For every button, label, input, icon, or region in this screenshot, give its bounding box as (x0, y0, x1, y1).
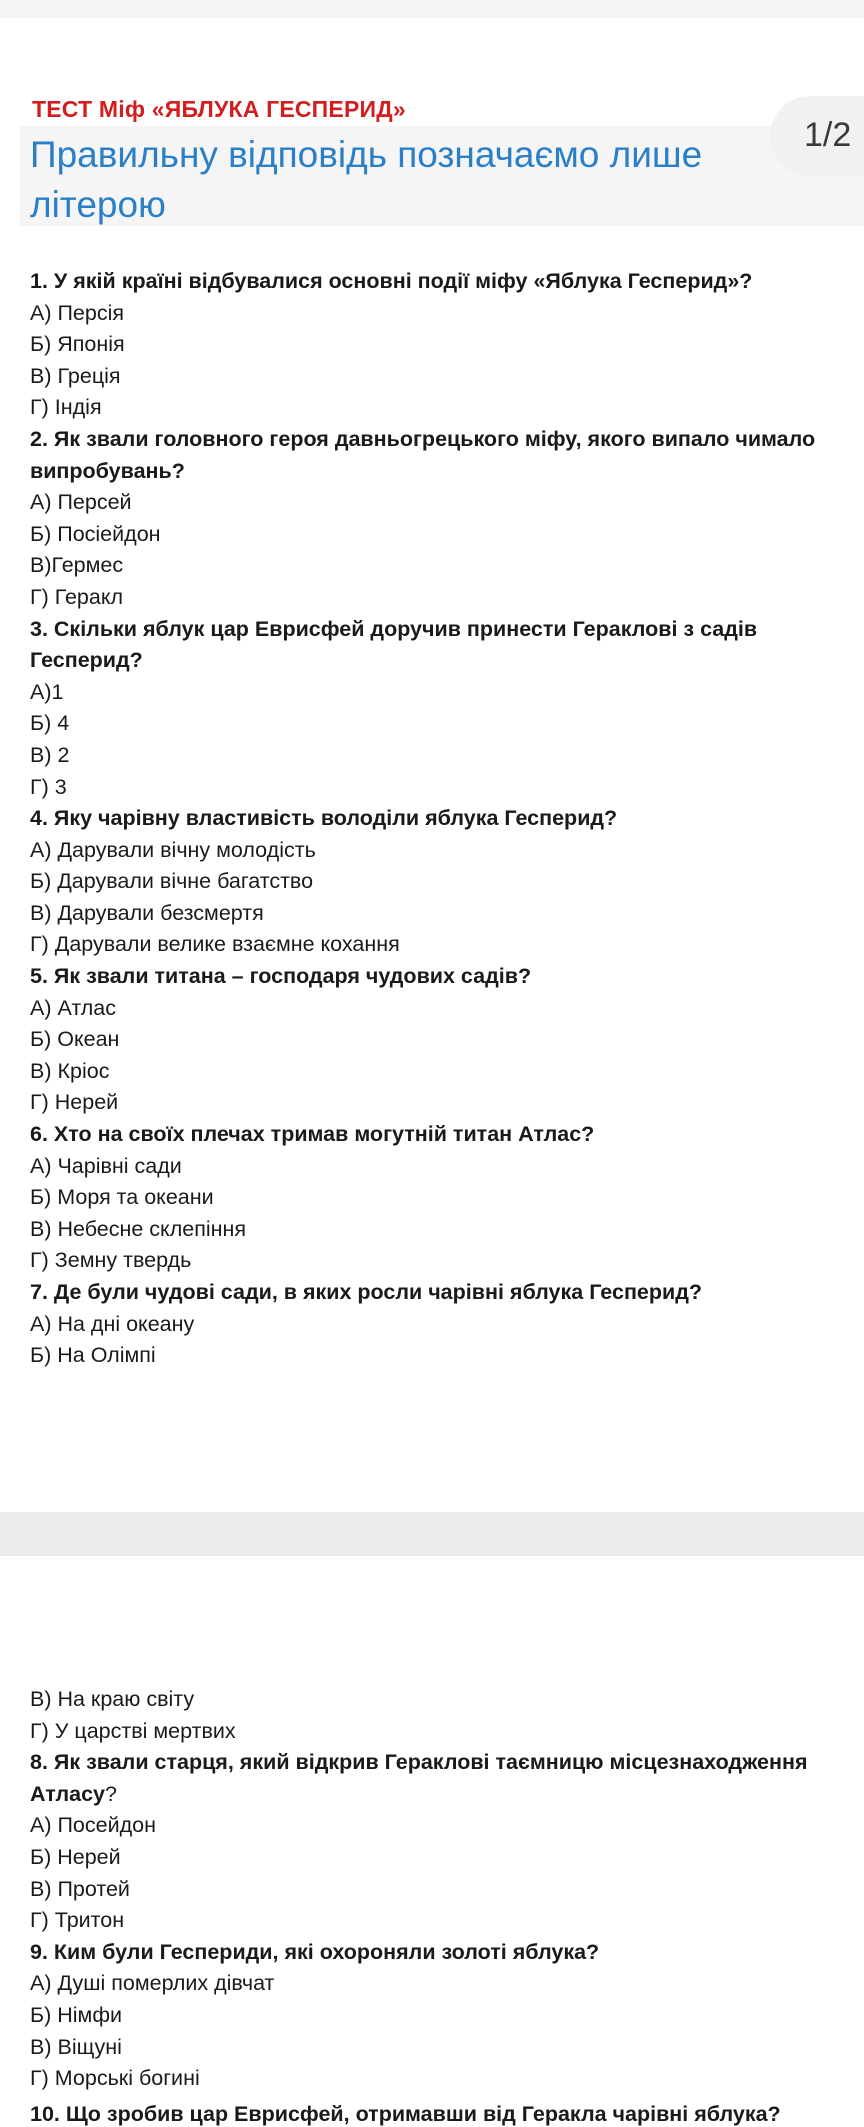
q8-option-b: Б) Нерей (30, 1844, 121, 1869)
question-3-line-1: 3. Скільки яблук цар Еврисфей доручив принести Гераклові з садів (30, 616, 758, 641)
q2-option-d: Г) Геракл (30, 584, 124, 609)
q7-option-c: В) На краю світу (30, 1687, 195, 1711)
q6-option-c: В) Небесне склепіння (30, 1216, 247, 1241)
q4-option-c: В) Дарували безсмертя (30, 900, 264, 925)
question-9: 9. Ким були Геспериди, які охороняли золоті яблука? (30, 1939, 600, 1964)
question-5: 5. Як звали титана – господаря чудових садів? (30, 964, 532, 989)
page-separator (0, 1512, 864, 1556)
document-subtitle: Правильну відповідь позначаємо лише літерою (30, 134, 703, 225)
question-8-line-2 (30, 1779, 864, 1811)
q5-option-d: Г) Нерей (30, 1090, 119, 1115)
q7-option-b: Б) На Олімпі (30, 1343, 156, 1368)
questions-page-1 (30, 266, 864, 1372)
question-1: 1. У якій країні відбувалися основні події міфу «Яблука Гесперид»? (30, 269, 753, 293)
page-indicator (770, 96, 864, 176)
q9-option-b: Б) Німфи (30, 2002, 123, 2027)
q5-option-a: А) Атлас (30, 995, 116, 1020)
question-3-line-2: Гесперид? (30, 648, 143, 673)
q4-option-b: Б) Дарували вічне багатство (30, 869, 314, 894)
question-4: 4. Яку чарівну властивість володіли яблука Гесперид? (30, 806, 618, 831)
q1-option-c: В) Греція (30, 363, 121, 388)
question-8-mark: ? (105, 1781, 117, 1806)
q1-option-a: А) Персія (30, 300, 125, 325)
q6-option-b: Б) Моря та океани (30, 1185, 214, 1210)
question-6: 6. Хто на своїх плечах тримав могутній титан Атлас? (30, 1122, 595, 1147)
question-7: 7. Де були чудові сади, в яких росли чарівні яблука Гесперид? (30, 1280, 703, 1304)
q3-option-c: В) 2 (30, 742, 70, 767)
questions-page-2 (30, 1684, 864, 2095)
q1-option-d: Г) Індія (30, 395, 102, 420)
q2-option-a: А) Персей (30, 490, 132, 515)
question-10-cut: 10. Що зробив цар Еврисфей, отримавши від Геракла чарівні яблука? (30, 2102, 781, 2126)
document-title: ТЕСТ Міф «ЯБЛУКА ГЕСПЕРИД» (32, 96, 406, 122)
q1-option-b: Б) Японія (30, 332, 125, 357)
q7-option-d: Г) У царстві мертвих (30, 1718, 236, 1743)
q8-option-c: В) Протей (30, 1876, 130, 1901)
q8-option-a: А) Посейдон (30, 1813, 156, 1838)
q7-option-a: А) На дні океану (30, 1311, 195, 1336)
q2-option-c: В)Гермес (30, 553, 124, 578)
q3-option-a: А)1 (30, 679, 64, 704)
q6-option-a: А) Чарівні сади (30, 1153, 182, 1178)
q6-option-d: Г) Земну твердь (30, 1248, 192, 1273)
page-indicator-text: 1/2 (804, 116, 852, 154)
question-2-line-2: випробувань? (30, 458, 185, 483)
q4-option-d: Г) Дарували велике взаємне кохання (30, 932, 400, 957)
question-8-line-1: 8. Як звали старця, який відкрив Гераклові таємницю місцезнаходження (30, 1750, 808, 1775)
q9-option-a: А) Душі померлих дівчат (30, 1971, 275, 1996)
q5-option-c: В) Кріос (30, 1058, 110, 1083)
q8-option-d: Г) Тритон (30, 1908, 125, 1933)
question-8-line-2-text: Атласу (30, 1781, 106, 1806)
q9-option-c: В) Віщуні (30, 2034, 122, 2059)
question-2-line-1: 2. Як звали головного героя давньогрецького міфу, якого випало чимало (30, 426, 816, 451)
page-top-band (0, 0, 864, 18)
q9-option-d: Г) Морські богині (30, 2066, 200, 2091)
q3-option-b: Б) 4 (30, 711, 70, 736)
q4-option-a: А) Дарували вічну молодість (30, 837, 316, 862)
q5-option-b: Б) Океан (30, 1027, 120, 1052)
q2-option-b: Б) Посіейдон (30, 521, 161, 546)
q3-option-d: Г) 3 (30, 774, 67, 799)
